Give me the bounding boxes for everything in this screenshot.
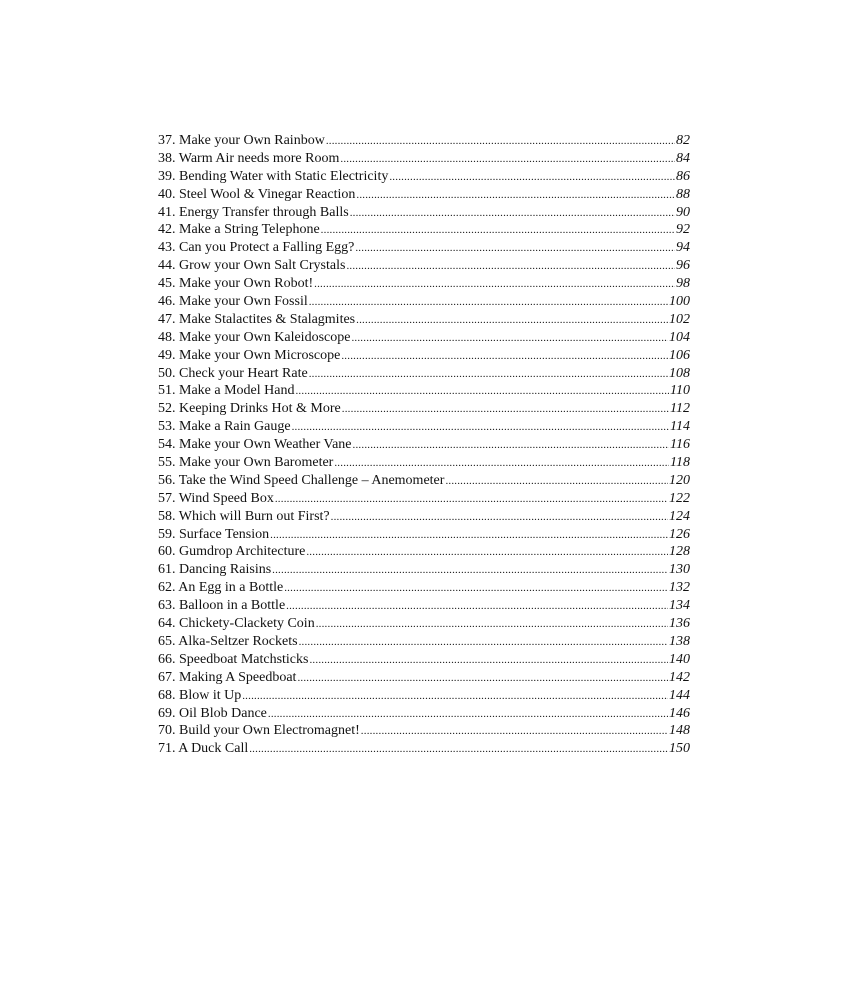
dot-leader bbox=[334, 455, 669, 473]
toc-entry-page-number: 100 bbox=[669, 294, 690, 310]
toc-entry-page-number: 82 bbox=[676, 133, 690, 148]
toc-entry-page-number: 92 bbox=[676, 222, 690, 238]
toc-entry-title: 69. Oil Blob Dance bbox=[158, 705, 267, 721]
toc-entry-page-number: 130 bbox=[669, 562, 690, 578]
toc-entry-title: 38. Warm Air needs more Room bbox=[158, 150, 340, 166]
table-of-contents bbox=[158, 132, 690, 758]
toc-entry bbox=[158, 472, 690, 490]
toc-entry bbox=[158, 150, 690, 168]
toc-entry bbox=[158, 436, 690, 454]
toc-entry-title: 46. Make your Own Fossil bbox=[158, 294, 308, 310]
toc-entry-title: 48. Make your Own Kaleidoscope bbox=[158, 329, 351, 345]
toc-entry-title: 58. Which will Burn out First? bbox=[158, 508, 330, 524]
dot-leader bbox=[341, 348, 668, 366]
toc-entry-page-number: 128 bbox=[669, 544, 690, 560]
toc-entry-page-number: 150 bbox=[669, 741, 690, 757]
toc-entry bbox=[158, 204, 690, 222]
dot-leader bbox=[361, 723, 668, 741]
toc-entry-title: 45. Make your Own Robot! bbox=[158, 276, 314, 292]
toc-entry-title: 40. Steel Wool & Vinegar Reaction bbox=[158, 186, 356, 202]
toc-entry bbox=[158, 400, 690, 418]
toc-entry-page-number: 122 bbox=[669, 490, 690, 506]
toc-entry-title: 51. Make a Model Hand bbox=[158, 383, 295, 399]
dot-leader bbox=[284, 580, 668, 598]
toc-entry-title: 66. Speedboat Matchsticks bbox=[158, 651, 309, 667]
dot-leader bbox=[249, 741, 668, 759]
toc-entry bbox=[158, 168, 690, 186]
toc-entry-title: 60. Gumdrop Architecture bbox=[158, 544, 306, 560]
toc-entry-page-number: 124 bbox=[669, 508, 690, 524]
toc-entry-title: 70. Build your Own Electromagnet! bbox=[158, 723, 360, 739]
toc-entry-title: 63. Balloon in a Bottle bbox=[158, 598, 286, 614]
toc-entry bbox=[158, 526, 690, 544]
dot-leader bbox=[346, 258, 675, 276]
dot-leader bbox=[340, 151, 675, 169]
dot-leader bbox=[321, 222, 675, 240]
dot-leader bbox=[275, 491, 668, 509]
dot-leader bbox=[350, 205, 675, 223]
toc-entry-page-number: 84 bbox=[676, 150, 690, 166]
toc-entry bbox=[158, 186, 690, 204]
toc-entry bbox=[158, 490, 690, 508]
toc-entry-page-number: 88 bbox=[676, 186, 690, 202]
toc-entry-page-number: 102 bbox=[669, 311, 690, 327]
toc-entry-title: 52. Keeping Drinks Hot & More bbox=[158, 401, 341, 417]
toc-entry-page-number: 96 bbox=[676, 258, 690, 274]
dot-leader bbox=[353, 437, 670, 455]
toc-entry bbox=[158, 722, 690, 740]
toc-entry-page-number: 112 bbox=[670, 401, 690, 417]
toc-entry-title: 56. Take the Wind Speed Challenge – Anemometer bbox=[158, 472, 445, 488]
toc-entry-page-number: 140 bbox=[669, 651, 690, 667]
toc-entry-page-number: 114 bbox=[670, 419, 690, 435]
dot-leader bbox=[314, 276, 675, 294]
toc-entry-title: 41. Energy Transfer through Balls bbox=[158, 204, 349, 220]
dot-leader bbox=[309, 366, 668, 384]
toc-entry-title: 49. Make your Own Microscope bbox=[158, 347, 341, 363]
toc-entry bbox=[158, 561, 690, 579]
dot-leader bbox=[270, 527, 668, 545]
toc-entry-title: 50. Check your Heart Rate bbox=[158, 365, 308, 381]
toc-entry-page-number: 142 bbox=[669, 669, 690, 685]
toc-entry bbox=[158, 347, 690, 365]
toc-entry-page-number: 138 bbox=[669, 633, 690, 649]
toc-entry-title: 37. Make your Own Rainbow bbox=[158, 133, 325, 148]
toc-entry-title: 71. A Duck Call bbox=[158, 741, 249, 757]
toc-entry-page-number: 126 bbox=[669, 526, 690, 542]
toc-entry bbox=[158, 257, 690, 275]
toc-entry bbox=[158, 687, 690, 705]
toc-entry-title: 64. Chickety-Clackety Coin bbox=[158, 616, 315, 632]
toc-entry bbox=[158, 579, 690, 597]
toc-entry-title: 61. Dancing Raisins bbox=[158, 562, 272, 578]
toc-entry-title: 43. Can you Protect a Falling Egg? bbox=[158, 240, 355, 256]
dot-leader bbox=[355, 240, 675, 258]
dot-leader bbox=[351, 330, 668, 348]
toc-entry bbox=[158, 382, 690, 400]
toc-entry-page-number: 116 bbox=[670, 437, 690, 453]
toc-entry bbox=[158, 740, 690, 758]
toc-entry bbox=[158, 275, 690, 293]
toc-entry-page-number: 134 bbox=[669, 598, 690, 614]
toc-entry bbox=[158, 633, 690, 651]
dot-leader bbox=[342, 401, 669, 419]
dot-leader bbox=[389, 169, 675, 187]
toc-entry-page-number: 118 bbox=[670, 455, 690, 471]
dot-leader bbox=[326, 133, 675, 151]
toc-entry-title: 68. Blow it Up bbox=[158, 687, 242, 703]
toc-entry bbox=[158, 329, 690, 347]
dot-leader bbox=[356, 312, 668, 330]
dot-leader bbox=[286, 598, 668, 616]
dot-leader bbox=[309, 294, 668, 312]
toc-entry-title: 55. Make your Own Barometer bbox=[158, 455, 334, 471]
toc-entry-page-number: 108 bbox=[669, 365, 690, 381]
toc-entry bbox=[158, 418, 690, 436]
dot-leader bbox=[331, 509, 668, 527]
toc-entry-title: 67. Making A Speedboat bbox=[158, 669, 297, 685]
toc-entry-page-number: 104 bbox=[669, 329, 690, 345]
dot-leader bbox=[316, 616, 668, 634]
dot-leader bbox=[306, 544, 668, 562]
dot-leader bbox=[272, 562, 668, 580]
toc-entry-title: 53. Make a Rain Gauge bbox=[158, 419, 291, 435]
toc-entry-page-number: 144 bbox=[669, 687, 690, 703]
toc-entry-title: 39. Bending Water with Static Electricity bbox=[158, 168, 389, 184]
dot-leader bbox=[356, 187, 675, 205]
toc-entry bbox=[158, 508, 690, 526]
dot-leader bbox=[309, 652, 668, 670]
dot-leader bbox=[242, 688, 668, 706]
toc-entry-page-number: 148 bbox=[669, 723, 690, 739]
toc-entry bbox=[158, 239, 690, 257]
toc-entry bbox=[158, 365, 690, 383]
toc-entry bbox=[158, 311, 690, 329]
dot-leader bbox=[292, 419, 669, 437]
toc-entry bbox=[158, 705, 690, 723]
toc-entry-title: 44. Grow your Own Salt Crystals bbox=[158, 258, 346, 274]
toc-entry-page-number: 132 bbox=[669, 580, 690, 596]
toc-entry bbox=[158, 597, 690, 615]
toc-entry bbox=[158, 651, 690, 669]
toc-entry bbox=[158, 669, 690, 687]
toc-entry bbox=[158, 132, 690, 150]
toc-entry-title: 65. Alka-Seltzer Rockets bbox=[158, 633, 298, 649]
toc-entry-title: 59. Surface Tension bbox=[158, 526, 270, 542]
dot-leader bbox=[297, 670, 668, 688]
toc-entry-title: 42. Make a String Telephone bbox=[158, 222, 320, 238]
toc-entry-page-number: 94 bbox=[676, 240, 690, 256]
toc-entry-page-number: 90 bbox=[676, 204, 690, 220]
dot-leader bbox=[299, 634, 668, 652]
toc-entry bbox=[158, 221, 690, 239]
toc-entry-title: 62. An Egg in a Bottle bbox=[158, 580, 284, 596]
dot-leader bbox=[268, 706, 668, 724]
toc-entry-page-number: 106 bbox=[669, 347, 690, 363]
toc-entry bbox=[158, 615, 690, 633]
toc-entry-title: 54. Make your Own Weather Vane bbox=[158, 437, 352, 453]
toc-entry-title: 57. Wind Speed Box bbox=[158, 490, 274, 506]
toc-entry bbox=[158, 543, 690, 561]
dot-leader bbox=[445, 473, 668, 491]
toc-entry-page-number: 98 bbox=[676, 276, 690, 292]
toc-entry-page-number: 146 bbox=[669, 705, 690, 721]
toc-entry-page-number: 120 bbox=[669, 472, 690, 488]
toc-entry-title: 47. Make Stalactites & Stalagmites bbox=[158, 311, 356, 327]
toc-entry bbox=[158, 454, 690, 472]
toc-entry-page-number: 136 bbox=[669, 616, 690, 632]
toc-entry bbox=[158, 293, 690, 311]
dot-leader bbox=[295, 383, 669, 401]
toc-entry-page-number: 110 bbox=[670, 383, 690, 399]
toc-entry-page-number: 86 bbox=[676, 168, 690, 184]
